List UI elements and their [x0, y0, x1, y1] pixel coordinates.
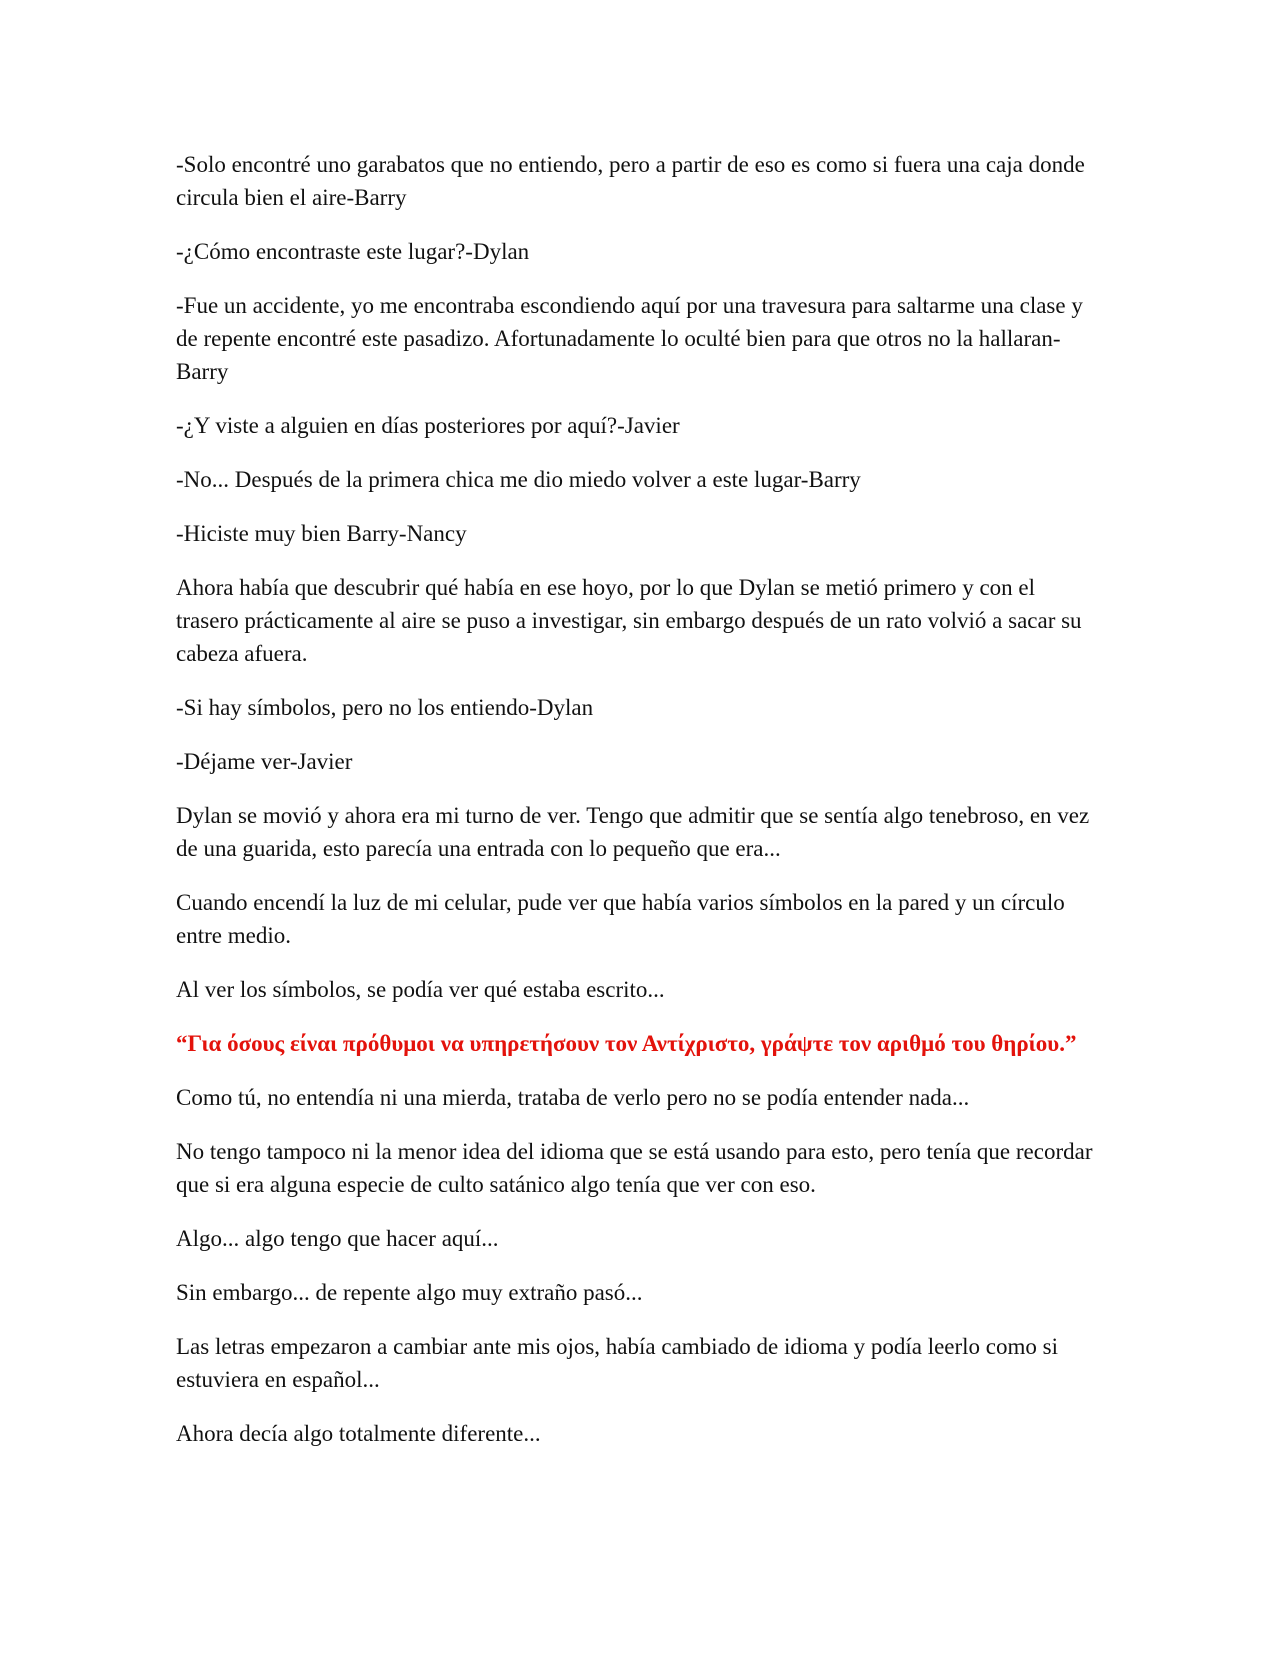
paragraph-17: Sin embargo... de repente algo muy extraño pasó...: [176, 1280, 643, 1305]
paragraph-14: Como tú, no entendía ni una mierda, trataba de verlo pero no se podía entender nada...: [176, 1085, 970, 1110]
paragraph-7: Ahora había que descubrir qué había en ese hoyo, por lo que Dylan se metió primero y con el trasero prácticamente al aire se puso a investigar, sin embargo después de un rato volvió a sacar su cabeza afuera.: [176, 575, 1082, 666]
paragraph-3: -Fue un accidente, yo me encontraba escondiendo aquí por una travesura para saltarme una clase y de repente encontré este pasadizo. Afortunadamente lo oculté bien para que otros no la hallaran-Barry: [176, 293, 1083, 384]
paragraph-8: -Si hay símbolos, pero no los entiendo-Dylan: [176, 695, 594, 720]
paragraph-4: -¿Y viste a alguien en días posteriores por aquí?-Javier: [176, 413, 680, 438]
paragraph-5: -No... Después de la primera chica me dio miedo volver a este lugar-Barry: [176, 467, 861, 492]
paragraph-12: Al ver los símbolos, se podía ver qué estaba escrito...: [176, 977, 665, 1002]
paragraph-9: -Déjame ver-Javier: [176, 749, 353, 774]
document-page: [176, 148, 1101, 1471]
greek-inscription: “Για όσους είναι πρόθυμοι να υπηρετήσουν τον Αντίχριστο, γράψτε τον αριθμό του θηρίου.”: [176, 1031, 1077, 1056]
paragraph-10: Dylan se movió y ahora era mi turno de ver. Tengo que admitir que se sentía algo tenebroso, en vez de una guarida, esto parecía una entrada con lo pequeño que era...: [176, 803, 1090, 861]
paragraph-2: -¿Cómo encontraste este lugar?-Dylan: [176, 239, 530, 264]
paragraph-1: -Solo encontré uno garabatos que no entiendo, pero a partir de eso es como si fuera una caja donde circula bien el aire-Barry: [176, 152, 1085, 210]
paragraph-19: Ahora decía algo totalmente diferente...: [176, 1421, 541, 1446]
paragraph-18: Las letras empezaron a cambiar ante mis ojos, había cambiado de idioma y podía leerlo como si estuviera en español...: [176, 1334, 1058, 1392]
paragraph-16: Algo... algo tengo que hacer aquí...: [176, 1226, 499, 1251]
paragraph-15: No tengo tampoco ni la menor idea del idioma que se está usando para esto, pero tenía que recordar que si era alguna especie de culto satánico algo tenía que ver con eso.: [176, 1139, 1093, 1197]
paragraph-11: Cuando encendí la luz de mi celular, pude ver que había varios símbolos en la pared y un círculo entre medio.: [176, 890, 1065, 948]
paragraph-6: -Hiciste muy bien Barry-Nancy: [176, 521, 467, 546]
